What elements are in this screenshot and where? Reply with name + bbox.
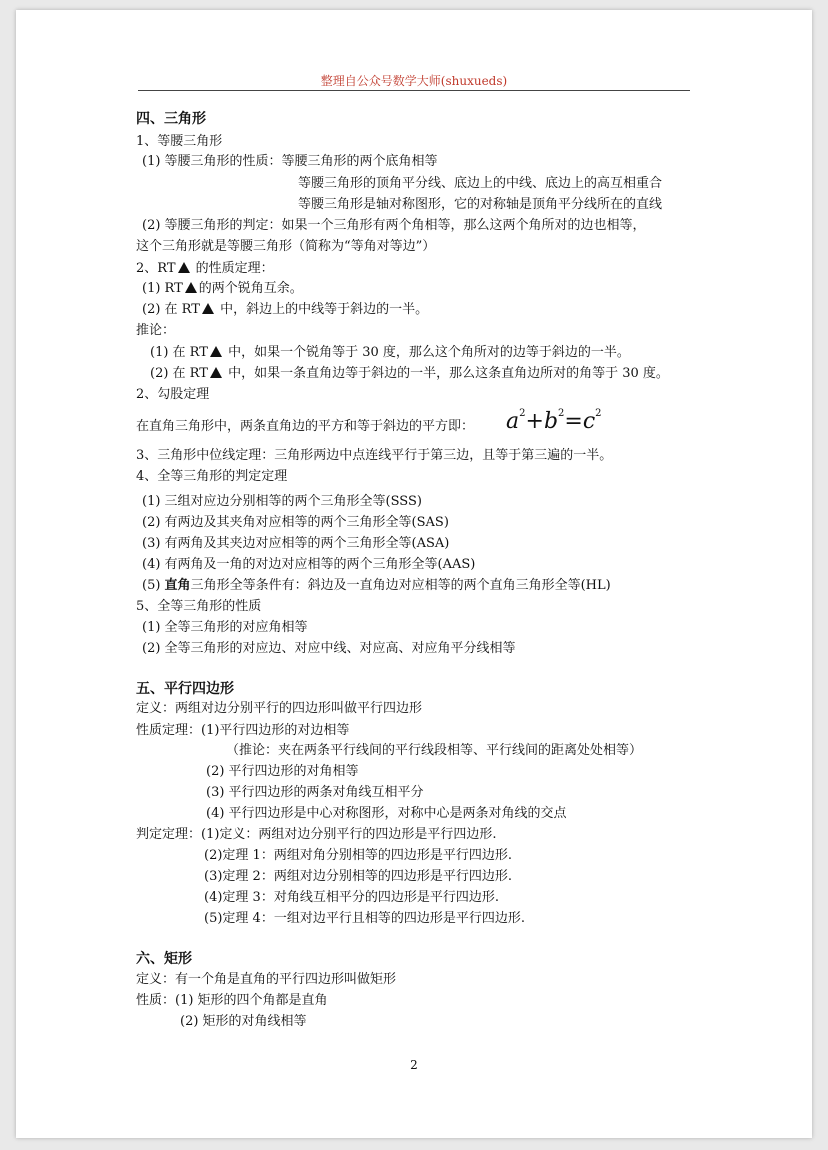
iso-judgement: (2) 等腰三角形的判定：如果一个三角形有两个角相等，那么这两个角所对的边也相等， xyxy=(142,218,646,233)
congruence-sss: (1) 三组对应边分别相等的两个三角形全等(SSS) xyxy=(142,494,422,509)
iso-property-1b: 等腰三角形的顶角平分线、底边上的中线、底边上的高互相重合 xyxy=(298,176,663,191)
parallelogram-property-1: 性质定理：(1)平行四边形的对边相等 xyxy=(136,723,350,738)
cor-1-prefix: (1) 在 RT xyxy=(150,345,208,360)
triangle-icon xyxy=(210,346,222,357)
hl-suffix: 三角形全等条件有：斜边及一直角边对应相等的两个直角三角形全等(HL) xyxy=(190,578,611,593)
section-4-title: 四、三角形 xyxy=(136,111,206,127)
congruence-title: 4、全等三角形的判定定理 xyxy=(136,469,288,484)
section-5-title: 五、平行四边形 xyxy=(136,681,234,697)
parallelogram-judgement-1: 判定定理：(1)定义：两组对边分别平行的四边形是平行四边形. xyxy=(136,827,497,842)
rt-title-prefix: 2、RT xyxy=(136,261,176,276)
triangle-icon xyxy=(210,367,222,378)
parallelogram-property-3: (3) 平行四边形的两条对角线互相平分 xyxy=(206,785,424,800)
rectangle-property-2: (2) 矩形的对角线相等 xyxy=(180,1014,307,1029)
rectangle-property-1: 性质：(1) 矩形的四个角都是直角 xyxy=(136,993,328,1008)
corollary-1 xyxy=(150,344,630,362)
document-page xyxy=(16,10,812,1138)
parallelogram-judgement-3: (3)定理 2：两组对边分别相等的四边形是平行四边形. xyxy=(204,869,512,884)
formula-a: a xyxy=(506,409,520,434)
congruence-sas: (2) 有两边及其夹角对应相等的两个三角形全等(SAS) xyxy=(142,515,449,530)
rt-title xyxy=(136,260,274,278)
page-number: 2 xyxy=(410,1058,418,1072)
parallelogram-property-1b: （推论：夹在两条平行线间的平行线段相等、平行线间的距离处处相等） xyxy=(226,743,643,758)
congruence-aas: (4) 有两角及一角的对边对应相等的两个三角形全等(AAS) xyxy=(142,557,476,572)
corollary-label: 推论： xyxy=(136,323,176,338)
rt-property-1 xyxy=(142,280,303,298)
cor-2-prefix: (2) 在 RT xyxy=(150,366,208,381)
midline-theorem: 3、三角形中位线定理：三角形两边中点连线平行于第三边，且等于第三遍的一半。 xyxy=(136,448,613,463)
formula-plus: + xyxy=(525,409,544,434)
parallelogram-property-2: (2) 平行四边形的对角相等 xyxy=(206,764,359,779)
congruence-hl xyxy=(142,577,611,595)
parallelogram-definition: 定义：两组对边分别平行的四边形叫做平行四边形 xyxy=(136,701,423,716)
header-rule xyxy=(138,90,690,91)
section-6-title: 六、矩形 xyxy=(136,951,192,967)
iso-title: 1、等腰三角形 xyxy=(136,134,223,149)
triangle-icon xyxy=(202,303,214,314)
corollary-2 xyxy=(150,365,669,383)
formula-exp-a: 2 xyxy=(519,408,526,419)
rt-2-suffix: 中，斜边上的中线等于斜边的一半。 xyxy=(220,302,429,317)
cor-2-suffix: 中，如果一条直角边等于斜边的一半，那么这条直角边所对的角等于 30 度。 xyxy=(228,366,669,381)
congruence-asa: (3) 有两角及其夹边对应相等的两个三角形全等(ASA) xyxy=(142,536,450,551)
triangle-icon xyxy=(185,282,197,293)
congruence-property-2: (2) 全等三角形的对应边、对应中线、对应高、对应角平分线相等 xyxy=(142,641,516,656)
rt-title-suffix: 的性质定理： xyxy=(195,261,274,276)
rt-1-suffix: 的两个锐角互余。 xyxy=(198,281,303,296)
rt-property-2 xyxy=(142,301,428,319)
congruence-properties-title: 5、全等三角形的性质 xyxy=(136,599,262,614)
iso-property-1: (1) 等腰三角形的性质：等腰三角形的两个底角相等 xyxy=(142,154,438,169)
rt-2-prefix: (2) 在 RT xyxy=(142,302,200,317)
rectangle-definition: 定义：有一个角是直角的平行四边形叫做矩形 xyxy=(136,972,397,987)
formula-b: b xyxy=(543,409,559,434)
rt-1-prefix: (1) RT xyxy=(142,281,183,296)
hl-prefix: (5) xyxy=(142,578,165,593)
formula-exp-c: 2 xyxy=(595,408,602,419)
pythagoras-formula xyxy=(506,408,602,434)
iso-judgement-b: 这个三角形就是等腰三角形（简称为“等角对等边”） xyxy=(136,239,436,254)
formula-exp-b: 2 xyxy=(558,408,565,419)
parallelogram-judgement-4: (4)定理 3：对角线互相平分的四边形是平行四边形. xyxy=(204,890,499,905)
cor-1-suffix: 中，如果一个锐角等于 30 度，那么这个角所对的边等于斜边的一半。 xyxy=(228,345,630,360)
pythagoras-title: 2、勾股定理 xyxy=(136,387,210,402)
triangle-icon xyxy=(178,262,190,273)
congruence-property-1: (1) 全等三角形的对应角相等 xyxy=(142,620,308,635)
formula-c: c xyxy=(582,409,596,434)
formula-equals: = xyxy=(564,409,583,434)
page-header: 整理自公众号数学大师(shuxueds) xyxy=(320,74,508,88)
pythagoras-text: 在直角三角形中，两条直角边的平方和等于斜边的平方即： xyxy=(136,419,475,434)
parallelogram-judgement-5: (5)定理 4：一组对边平行且相等的四边形是平行四边形. xyxy=(204,911,525,926)
hl-bold: 直角 xyxy=(164,578,191,593)
parallelogram-property-4: (4) 平行四边形是中心对称图形，对称中心是两条对角线的交点 xyxy=(206,806,567,821)
parallelogram-judgement-2: (2)定理 1：两组对角分别相等的四边形是平行四边形. xyxy=(204,848,512,863)
iso-property-1c: 等腰三角形是轴对称图形，它的对称轴是顶角平分线所在的直线 xyxy=(298,197,663,212)
